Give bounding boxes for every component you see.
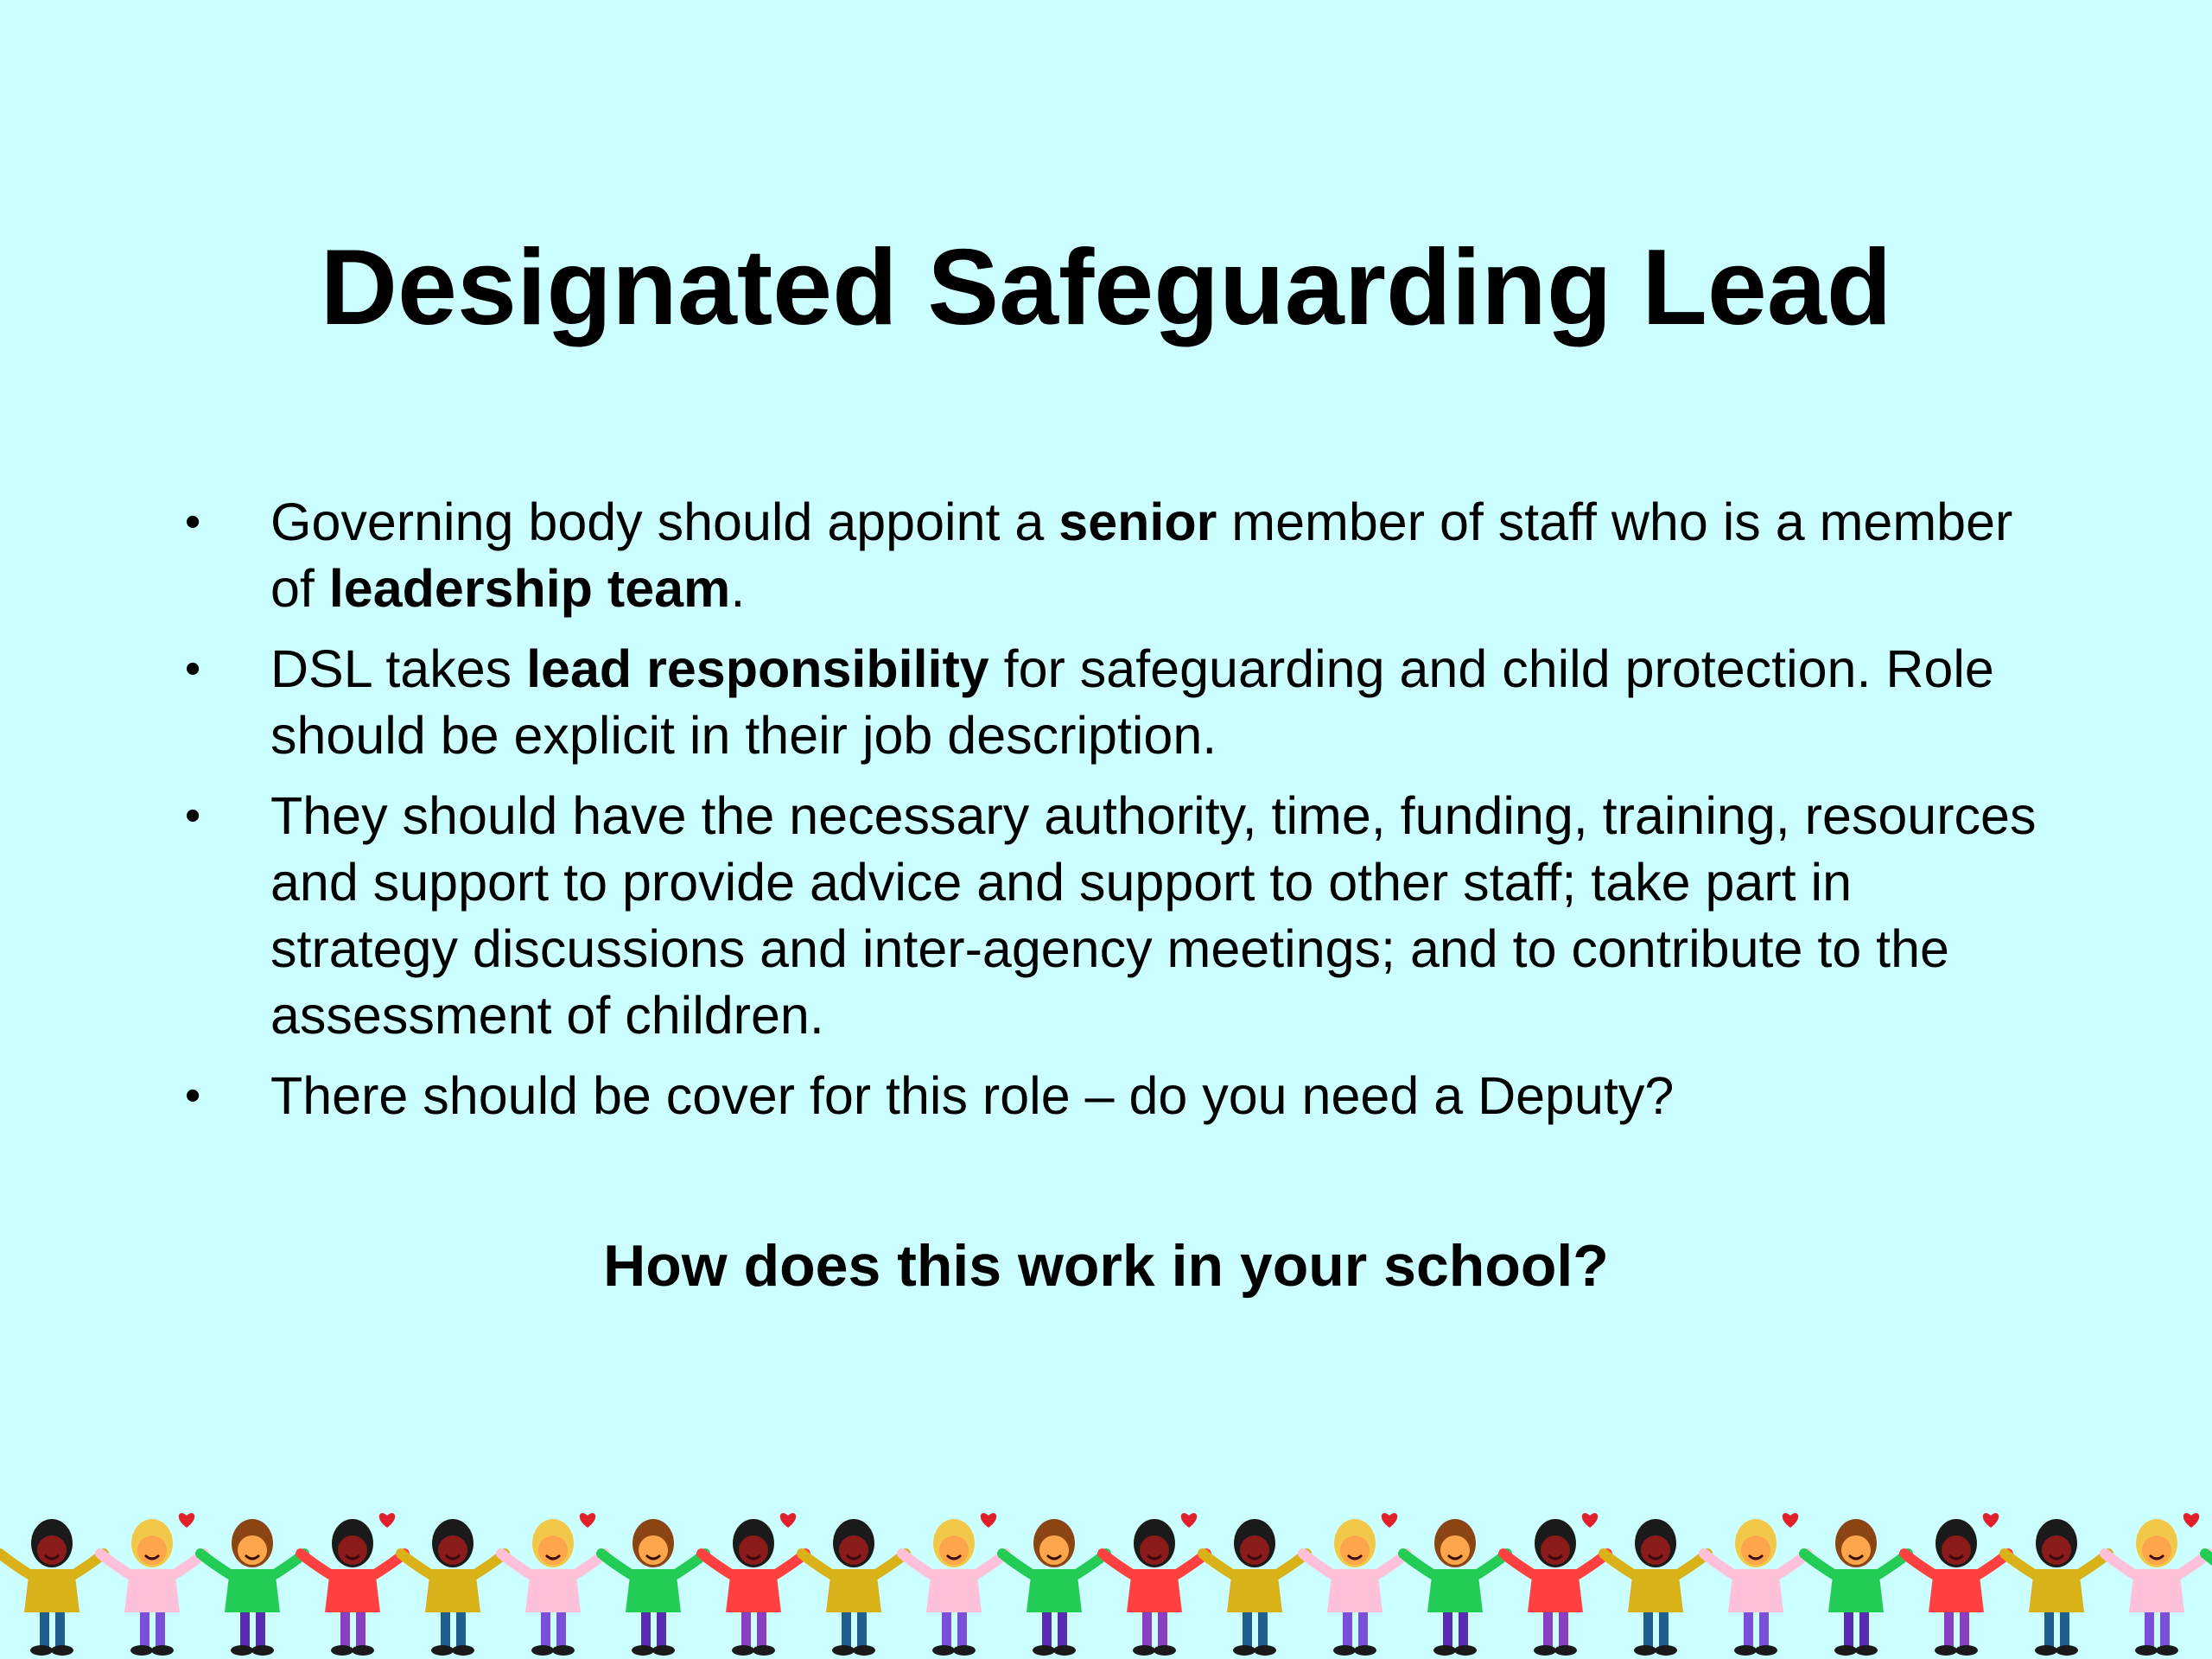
- bullet-segment: There should be cover for this role – do you need a Deputy?: [270, 1066, 1675, 1125]
- child-figure-icon: [902, 1513, 1006, 1656]
- bullet-segment: DSL takes: [270, 639, 527, 698]
- bullet-dot: •: [185, 1071, 201, 1121]
- bullet-emphasis: senior: [1058, 493, 1217, 551]
- child-figure-icon: [1403, 1519, 1507, 1656]
- child-figure-icon: [1503, 1513, 1607, 1656]
- bullet-text: [270, 786, 2036, 1045]
- child-figure-icon: [100, 1513, 204, 1656]
- bullet-segment: Governing body should appoint a: [270, 493, 1059, 551]
- discussion-question: How does this work in your school?: [603, 1233, 1609, 1299]
- bullet-emphasis: lead responsibility: [526, 639, 989, 698]
- bullet-dot: •: [185, 644, 201, 694]
- bullet-emphasis: leadership team: [328, 559, 731, 618]
- child-figure-icon: [1203, 1519, 1306, 1656]
- child-figure-icon: [601, 1519, 705, 1656]
- bullet-dot: •: [185, 791, 201, 841]
- child-figure-icon: [200, 1519, 304, 1656]
- child-figure-icon: [1303, 1513, 1407, 1656]
- child-figure-icon: [1904, 1513, 2008, 1656]
- children-border-icon: [0, 1502, 2212, 1659]
- bullet-segment: for safeguarding and child protection. Role should be explicit in their job description.: [270, 639, 1994, 765]
- bullet-text: [270, 493, 2012, 618]
- bullet-item: [0, 783, 2050, 1049]
- child-figure-icon: [1704, 1513, 1808, 1656]
- slide-title: Designated Safeguarding Lead: [320, 228, 1892, 347]
- bullet-text: [270, 1066, 1674, 1125]
- bullet-list: [0, 489, 2212, 1143]
- child-figure-icon: [2205, 1519, 2212, 1656]
- child-figure-icon: [1604, 1519, 1707, 1656]
- child-figure-icon: [1804, 1519, 1908, 1656]
- child-figure-icon: [1103, 1513, 1206, 1656]
- child-figure-icon: [702, 1513, 805, 1656]
- bullet-segment: member of staff who is a member of: [270, 493, 2013, 618]
- bullet-item: [0, 636, 2050, 769]
- child-figure-icon: [301, 1513, 404, 1656]
- child-figure-icon: [501, 1513, 605, 1656]
- bullet-segment: They should have the necessary authority, time, funding, training, resources and support to provide advice and support to other staff; take part in strategy discussions and inter-agency meetings; and to contribute to the assessment of children.: [270, 786, 2037, 1045]
- child-figure-icon: [401, 1519, 505, 1656]
- child-figure-icon: [0, 1519, 104, 1656]
- bullet-item: [0, 489, 2050, 622]
- bullet-text: [270, 639, 1994, 765]
- child-figure-icon: [1002, 1519, 1106, 1656]
- child-figure-icon: [2105, 1513, 2209, 1656]
- bullet-dot: •: [185, 497, 201, 547]
- child-figure-icon: [802, 1519, 906, 1656]
- bullet-item: [0, 1063, 2050, 1129]
- bullet-segment: .: [730, 559, 746, 618]
- child-figure-icon: [2005, 1519, 2108, 1656]
